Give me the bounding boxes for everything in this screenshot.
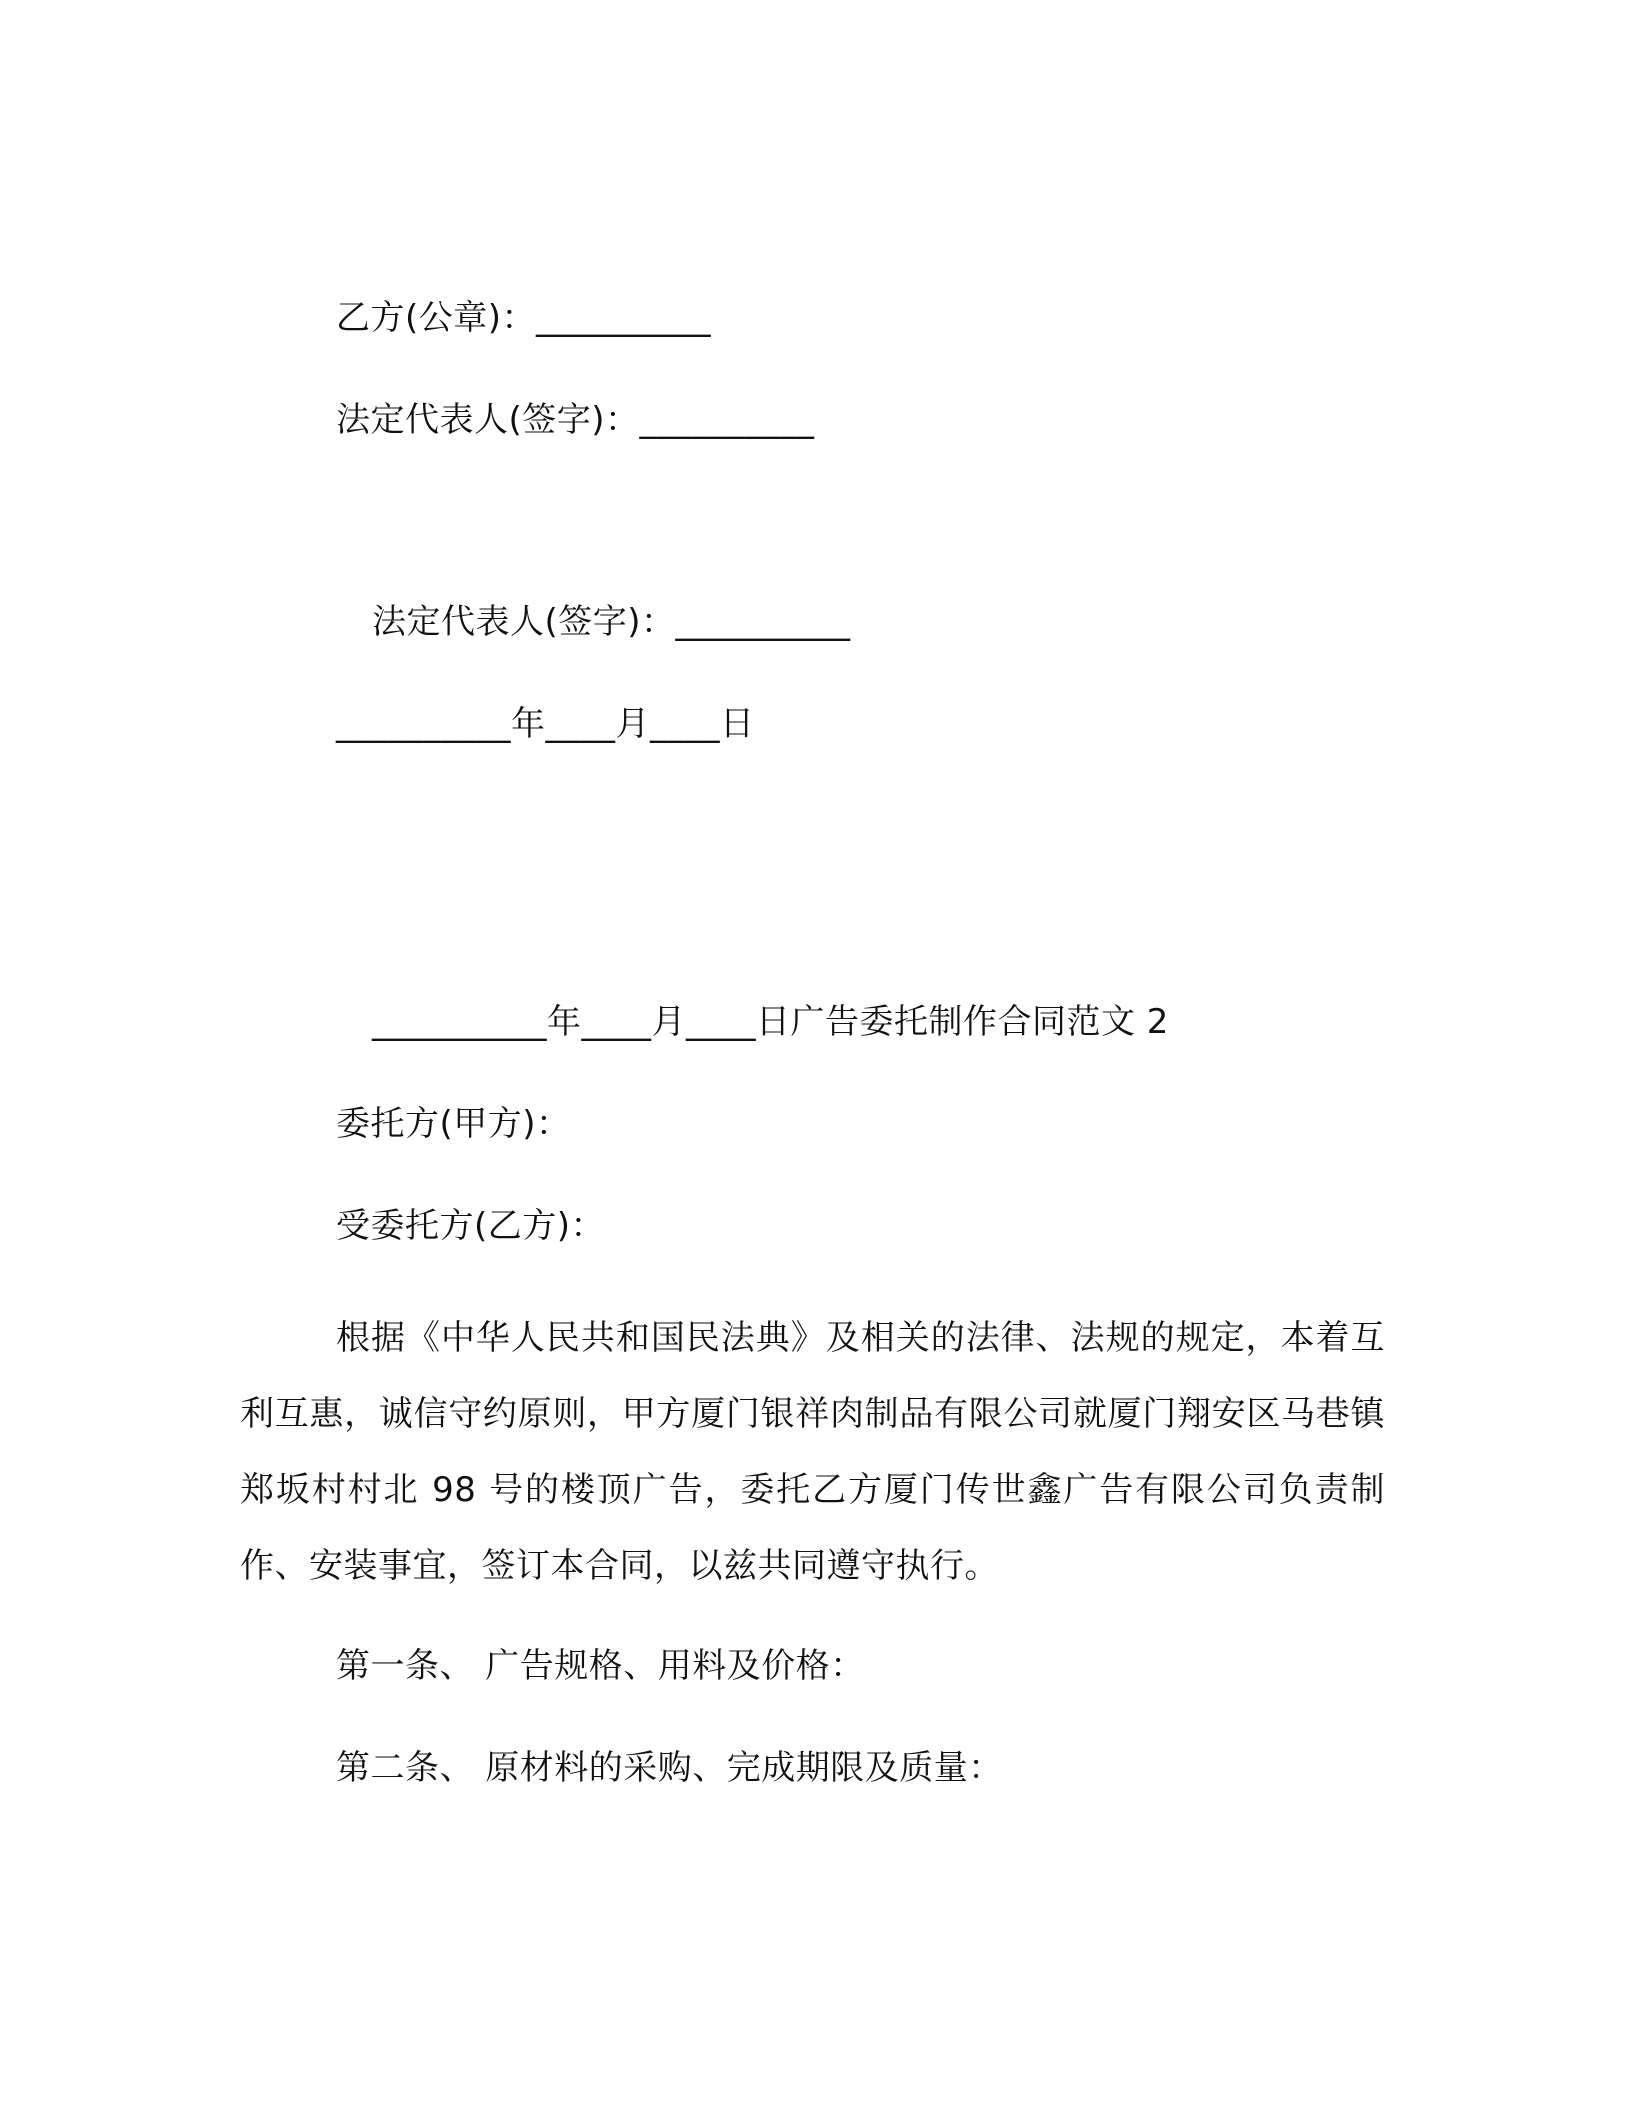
contract-preamble-paragraph: 根据《中华人民共和国民法典》及相关的法律、法规的规定，本着互利互惠，诚信守约原则，甲方厦门银祥肉制品有限公司就厦门翔安区马巷镇郑坂村村北 98 号的楼顶广告，委托乙方厦门传世鑫广告有限公司负责制作、安装事宜，签订本合同，以兹共同遵守执行。	[240, 1318, 1385, 1586]
client-party-a-line: 委托方(甲方)：	[336, 1104, 571, 1144]
legal-representative-signature-line: 法定代表人(签字)：__________	[336, 400, 815, 440]
article-2-heading: 第二条、 原材料的采购、完成期限及质量：	[336, 1748, 1003, 1788]
party-b-seal-line: 乙方(公章)：__________	[336, 298, 712, 338]
article-1-heading: 第一条、 广告规格、用料及价格：	[336, 1646, 865, 1686]
legal-representative-signature-line-2: 法定代表人(签字)：__________	[372, 602, 851, 642]
signature-date-line: __________年____月____日	[336, 704, 755, 744]
contractor-party-b-line: 受委托方(乙方)：	[336, 1206, 606, 1246]
contract-title: __________年____月____日广告委托制作合同范文 2	[372, 1002, 1169, 1042]
